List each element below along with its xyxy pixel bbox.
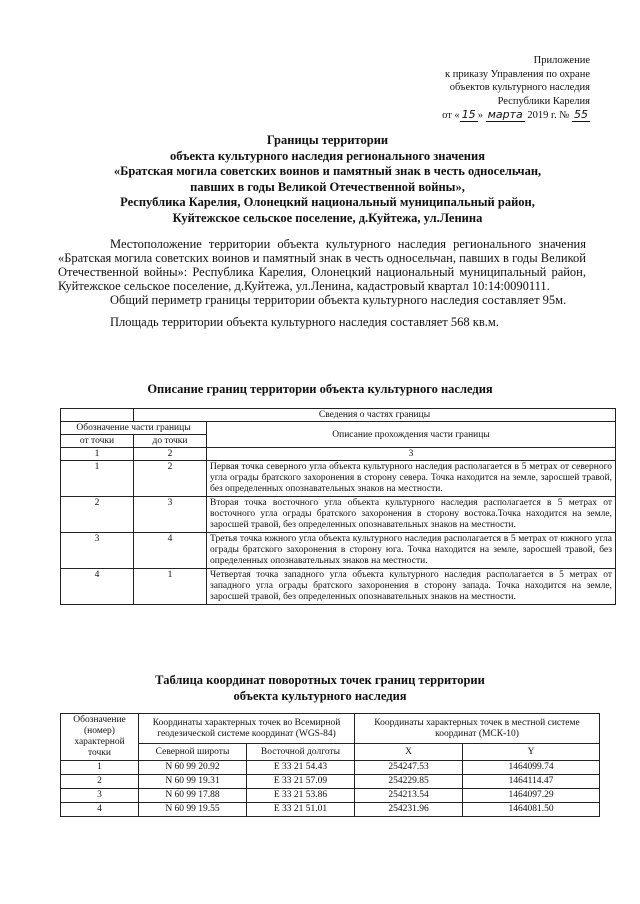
x-cell: 254231.96: [355, 803, 463, 817]
section2-heading: [0, 673, 640, 704]
date-year: 2019 г. №: [527, 110, 570, 121]
appendix-line: Республики Карелия: [497, 95, 590, 107]
header-wgs: Координаты характерных точек во Всемирной геодезической системе координат (WGS-84): [139, 714, 355, 744]
table-header-top: Сведения о частях границы: [134, 409, 616, 422]
date-mid: »: [477, 110, 483, 121]
document-title: [40, 133, 615, 226]
header-lat: Северной широты: [139, 744, 247, 761]
x-cell: 254229.85: [355, 775, 463, 789]
table-header-from: от точки: [61, 435, 134, 448]
y-cell: 1464097.29: [463, 789, 600, 803]
appendix-line: Приложение: [533, 55, 590, 66]
boundary-description-table: [60, 408, 616, 605]
header-msk: Координаты характерных точек в местной системе координат (МСК-10): [355, 714, 600, 744]
appendix-line: объектов культурного наследия: [449, 82, 590, 93]
y-cell: 1464081.50: [463, 803, 600, 817]
x-cell: 254213.54: [355, 789, 463, 803]
coordinates-table: [60, 713, 600, 817]
date-month: марта: [487, 108, 523, 121]
table-header-points: Обозначение части границы: [61, 422, 207, 435]
from-cell: 3: [61, 533, 134, 569]
title-line: павших в годы Великой Отечественной войны»,: [190, 179, 465, 194]
to-cell: 1: [134, 569, 207, 605]
lat-cell: N 60 99 17.88: [139, 789, 247, 803]
table-number-cell: 3: [207, 448, 616, 461]
table-number-cell: 2: [134, 448, 207, 461]
lat-cell: N 60 99 19.55: [139, 803, 247, 817]
title-line: объекта культурного наследия регионального значения: [170, 148, 485, 163]
y-cell: 1464099.74: [463, 761, 600, 775]
lon-cell: E 33 21 54.43: [247, 761, 355, 775]
x-cell: 254247.53: [355, 761, 463, 775]
area-paragraph: Площадь территории объекта культурного наследия составляет 568 кв.м.: [110, 315, 499, 329]
title-line: Границы территории: [266, 133, 389, 147]
table-row: [61, 761, 600, 775]
location-paragraph: Местоположение территории объекта культурного наследия регионального значения «Братская могила советских воинов и памятный знак в честь односельчан, павших в годы Великой Отечественной войны»: Республика Карелия, Олонецкий национальный муниципальный район, Куйтежское сельское поселение, д.Куйтежа, ул.Ленина, кадастровый квартал 10:14:0090111.: [58, 237, 586, 293]
table-row: [61, 789, 600, 803]
lon-cell: E 33 21 53.86: [247, 789, 355, 803]
y-cell: 1464114.47: [463, 775, 600, 789]
from-cell: 1: [61, 461, 134, 497]
lat-cell: N 60 99 20.92: [139, 761, 247, 775]
point-number: 3: [61, 789, 139, 803]
appendix-date-line: [442, 108, 590, 123]
order-number: 55: [574, 108, 588, 121]
point-number: 2: [61, 775, 139, 789]
desc-cell: Первая точка северного угла объекта культурного наследия располагается в 5 метрах от северного угла ограды братского захоронения в сторону севера. Точка находится на земле, заросшей травой, без определенных опознавательных знаков на местности.: [207, 461, 616, 497]
perimeter-paragraph: Общий периметр границы территории объекта культурного наследия составляет 95м.: [110, 293, 567, 307]
table-row: [61, 775, 600, 789]
desc-cell: Третья точка южного угла объекта культурного наследия располагается в 5 метрах от южного угла ограды братского захоронения в сторону юга. Точка находится на земле, заросшей травой, без определенных опознавательных знаков на местности.: [207, 533, 616, 569]
section2-heading-line: Таблица координат поворотных точек границ территории: [155, 673, 485, 687]
lon-cell: E 33 21 51.01: [247, 803, 355, 817]
table-header-desc: Описание прохождения части границы: [207, 422, 616, 448]
header-x: X: [355, 744, 463, 761]
appendix-block: [442, 54, 590, 123]
desc-cell: Вторая точка восточного угла объекта культурного наследия располагается в 5 метрах от восточного угла ограды братского захоронения в сторону востока.Точка находится на земле, заросшей травой, без определенных опознавательных знаков на местности.: [207, 497, 616, 533]
date-prefix: от «: [442, 110, 460, 121]
table-blank-cell: [61, 409, 134, 422]
to-cell: 2: [134, 461, 207, 497]
to-cell: 4: [134, 533, 207, 569]
section1-heading: Описание границ территории объекта культурного наследия: [147, 382, 493, 396]
lat-cell: N 60 99 19.31: [139, 775, 247, 789]
table-number-cell: 1: [61, 448, 134, 461]
to-cell: 3: [134, 497, 207, 533]
title-line: «Братская могила советских воинов и памятный знак в честь односельчан,: [113, 164, 542, 178]
header-y: Y: [463, 744, 600, 761]
header-lon: Восточной долготы: [247, 744, 355, 761]
from-cell: 2: [61, 497, 134, 533]
appendix-line: к приказу Управления по охране: [445, 68, 590, 80]
document-body: [58, 237, 586, 329]
title-line: Республика Карелия, Олонецкий национальный муниципальный район,: [120, 195, 535, 209]
point-number: 4: [61, 803, 139, 817]
table-row: [61, 533, 616, 569]
desc-cell: Четвертая точка западного угла объекта культурного наследия располагается в 5 метрах от западного угла ограды братского захоронения в сторону запада. Точка находится на земле, заросшей травой, без определенных опознавательных знаков на местности.: [207, 569, 616, 605]
header-point: Обозначение (номер) характерной точки: [61, 714, 139, 761]
table-row: [61, 803, 600, 817]
section2-heading-line: объекта культурного наследия: [233, 688, 407, 703]
date-day: 15: [461, 108, 476, 121]
from-cell: 4: [61, 569, 134, 605]
point-number: 1: [61, 761, 139, 775]
table-row: [61, 497, 616, 533]
table-row: [61, 461, 616, 497]
table-header-to: до точки: [134, 435, 207, 448]
table-row: [61, 569, 616, 605]
title-line: Куйтежское сельское поселение, д.Куйтежа, ул.Ленина: [172, 210, 483, 225]
lon-cell: E 33 21 57.09: [247, 775, 355, 789]
